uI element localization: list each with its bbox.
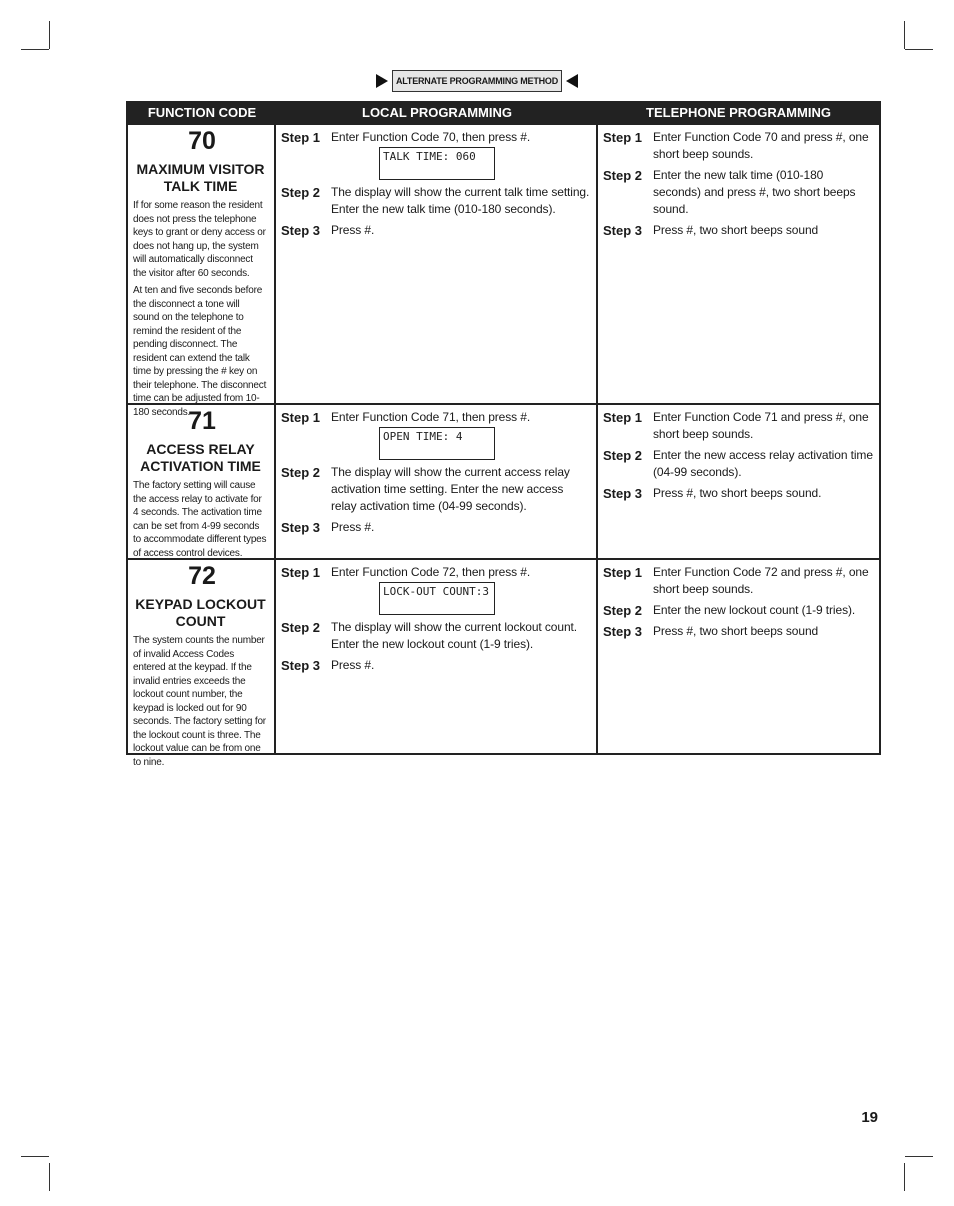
local-programming-cell (276, 560, 598, 753)
tel-step-2: Step 2 Enter the new access relay activation time (04-99 seconds). (603, 448, 873, 479)
local-step-1: Step 1 Enter Function Code 70, then press #. (281, 130, 531, 145)
function-code-number: 71 (188, 407, 216, 435)
tel-step-2: Step 2 Enter the new talk time (010-180 seconds) and press #, two short beeps sound. (603, 168, 856, 216)
crop-mark (49, 21, 50, 49)
function-code-cell (128, 405, 276, 558)
tel-step-3: Step 3 Press #, two short beeps sound. (603, 486, 822, 501)
function-description: The system counts the number of invalid Access Codes entered at the keypad. If the invalid entries exceeds the lockout count number, the keypad is locked out for 90 seconds. The factory setting for the lockout count is three. The lockout value can be from one to nine. (133, 635, 266, 768)
crop-mark (21, 1156, 49, 1157)
tel-step-3: Step 3 Press #, two short beeps sound (603, 624, 819, 639)
function-description: If for some reason the resident does not press the telephone keys to grant or deny access or does not hang up, the system will automatically disconnect the visitor after 60 seconds. (133, 200, 266, 279)
tel-step-1: Step 1 Enter Function Code 70 and press #, one short beep sounds. (603, 130, 869, 161)
telephone-programming-cell (598, 560, 879, 753)
crop-mark (904, 21, 905, 49)
tel-step-1: Step 1 Enter Function Code 71 and press #, one short beep sounds. (603, 410, 869, 441)
banner-label: ALTERNATE PROGRAMMING METHOD (392, 70, 562, 92)
table-header (128, 101, 879, 123)
telephone-programming-cell (598, 125, 879, 403)
crop-mark (904, 1163, 905, 1191)
function-code-cell (128, 125, 276, 418)
function-code-table (126, 101, 881, 768)
function-code-title: KEYPAD LOCKOUT COUNT (135, 596, 266, 629)
header-telephone-programming: TELEPHONE PROGRAMMING (646, 104, 831, 120)
lcd-display: TALK TIME: 060 (379, 147, 495, 180)
function-code-cell (128, 560, 276, 768)
tel-step-3: Step 3 Press #, two short beeps sound (603, 223, 819, 238)
local-programming-cell (276, 125, 598, 403)
tel-step-1: Step 1 Enter Function Code 72 and press #, one short beep sounds. (603, 565, 869, 596)
local-step-2: Step 2 The display will show the current access relay activation time setting. Enter the new access relay activation time (04-99 seconds). (281, 465, 570, 513)
header-function-code: FUNCTION CODE (147, 104, 257, 120)
arrow-left-icon (566, 74, 578, 88)
local-step-3: Step 3 Press #. (281, 658, 375, 673)
telephone-programming-cell (598, 405, 879, 558)
local-step-1: Step 1 Enter Function Code 71, then press #. (281, 410, 531, 425)
function-code-title: ACCESS RELAY ACTIVATION TIME (140, 441, 261, 474)
lcd-display: LOCK-OUT COUNT:3 (379, 582, 495, 615)
local-step-2: Step 2 The display will show the current lockout count. Enter the new lockout count (1-9 tries). (281, 620, 577, 651)
page-number: 19 (861, 1109, 878, 1126)
function-description: The factory setting will cause the access relay to activate for 4 seconds. The activation time can be set from 4-99 seconds to accommodate different types of access control devices. (133, 480, 267, 559)
tel-step-2: Step 2 Enter the new lockout count (1-9 tries). (603, 603, 856, 618)
local-programming-cell (276, 405, 598, 558)
local-step-3: Step 3 Press #. (281, 520, 375, 535)
lcd-display: OPEN TIME: 4 (379, 427, 495, 460)
arrow-right-icon (376, 74, 388, 88)
function-description: At ten and five seconds before the disconnect a tone will sound on the telephone to remind the resident of the pending disconnect. The resident can extend the talk time by pressing the # key on their telephone. The disconnect time can be adjusted from 10-180 seconds. (133, 285, 267, 418)
crop-mark (905, 49, 933, 50)
local-step-3: Step 3 Press #. (281, 223, 375, 238)
crop-mark (21, 49, 49, 50)
local-step-2: Step 2 The display will show the current talk time setting. Enter the new talk time (010-180 seconds). (281, 185, 590, 216)
header-local-programming: LOCAL PROGRAMMING (362, 104, 512, 120)
function-code-number: 70 (188, 127, 216, 155)
local-step-1: Step 1 Enter Function Code 72, then press #. (281, 565, 531, 580)
function-code-title: MAXIMUM VISITOR TALK TIME (136, 161, 265, 194)
function-code-number: 72 (188, 562, 216, 590)
section-banner (0, 70, 954, 92)
table-row (128, 558, 879, 768)
crop-mark (905, 1156, 933, 1157)
table-row (128, 403, 879, 558)
crop-mark (49, 1163, 50, 1191)
